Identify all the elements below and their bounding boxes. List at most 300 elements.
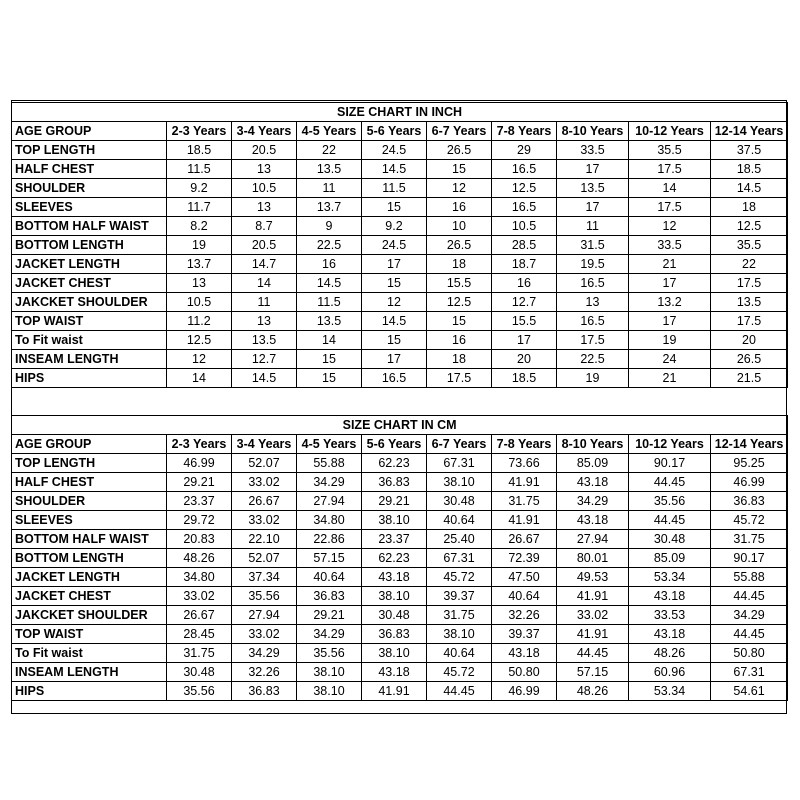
- row-label: JACKET LENGTH: [12, 568, 167, 587]
- inch-size-table: [11, 102, 788, 388]
- table-cell: 67.31: [427, 549, 492, 568]
- table-row: [12, 663, 788, 682]
- table-cell: 30.48: [629, 530, 711, 549]
- table-cell: 13.7: [167, 255, 232, 274]
- table-cell: 14.5: [711, 179, 788, 198]
- table-cell: 32.26: [492, 606, 557, 625]
- table-cell: 46.99: [492, 682, 557, 701]
- row-label: SHOULDER: [12, 492, 167, 511]
- table-cell: 38.10: [297, 663, 362, 682]
- table-cell: 13.5: [297, 312, 362, 331]
- table-cell: 10.5: [492, 217, 557, 236]
- table-cell: 34.29: [232, 644, 297, 663]
- table-cell: 18: [427, 255, 492, 274]
- table-cell: 41.91: [492, 511, 557, 530]
- table-cell: 67.31: [711, 663, 788, 682]
- table-cell: 15: [362, 198, 427, 217]
- column-header: 10-12 Years: [629, 435, 711, 454]
- table-cell: 11: [297, 179, 362, 198]
- table-cell: 26.5: [427, 141, 492, 160]
- table-cell: 15: [362, 274, 427, 293]
- row-label: To Fit waist: [12, 331, 167, 350]
- table-cell: 73.66: [492, 454, 557, 473]
- column-header: 7-8 Years: [492, 122, 557, 141]
- table-cell: 43.18: [629, 625, 711, 644]
- table-cell: 28.5: [492, 236, 557, 255]
- column-header: 8-10 Years: [557, 435, 629, 454]
- table-row: [12, 141, 788, 160]
- row-label: HALF CHEST: [12, 160, 167, 179]
- table-cell: 17: [362, 255, 427, 274]
- table-cell: 12: [362, 293, 427, 312]
- table-cell: 16.5: [557, 312, 629, 331]
- table-cell: 29: [492, 141, 557, 160]
- table-cell: 36.83: [362, 473, 427, 492]
- table-cell: 14.5: [232, 369, 297, 388]
- table-cell: 38.10: [362, 587, 427, 606]
- row-label: TOP LENGTH: [12, 454, 167, 473]
- table-cell: 16.5: [362, 369, 427, 388]
- table-row: [12, 492, 788, 511]
- table-row: [12, 236, 788, 255]
- table-cell: 15: [427, 312, 492, 331]
- table-row: [12, 549, 788, 568]
- table-cell: 35.5: [711, 236, 788, 255]
- table-cell: 53.34: [629, 568, 711, 587]
- table-cell: 14: [232, 274, 297, 293]
- table-row: [12, 293, 788, 312]
- table-cell: 11.5: [362, 179, 427, 198]
- table-cell: 26.67: [492, 530, 557, 549]
- table-cell: 14.5: [362, 312, 427, 331]
- table-cell: 20: [711, 331, 788, 350]
- table-cell: 36.83: [711, 492, 788, 511]
- row-label: JAKCKET SHOULDER: [12, 293, 167, 312]
- table-cell: 33.5: [629, 236, 711, 255]
- row-label: TOP WAIST: [12, 625, 167, 644]
- table-row: [12, 568, 788, 587]
- row-label: BOTTOM HALF WAIST: [12, 217, 167, 236]
- table-cell: 12.7: [232, 350, 297, 369]
- table-cell: 16: [427, 198, 492, 217]
- table-cell: 17.5: [711, 274, 788, 293]
- table-cell: 29.72: [167, 511, 232, 530]
- table-cell: 36.83: [232, 682, 297, 701]
- table-row: [12, 530, 788, 549]
- table-cell: 31.75: [492, 492, 557, 511]
- table-cell: 43.18: [557, 511, 629, 530]
- table-cell: 49.53: [557, 568, 629, 587]
- table-cell: 15.5: [492, 312, 557, 331]
- table-cell: 45.72: [427, 568, 492, 587]
- table-cell: 62.23: [362, 549, 427, 568]
- column-header: 8-10 Years: [557, 122, 629, 141]
- table-cell: 23.37: [362, 530, 427, 549]
- table-cell: 14: [297, 331, 362, 350]
- table-cell: 27.94: [297, 492, 362, 511]
- chart-title: SIZE CHART IN INCH: [12, 103, 788, 122]
- row-label: BOTTOM LENGTH: [12, 236, 167, 255]
- table-cell: 19: [629, 331, 711, 350]
- column-header: 6-7 Years: [427, 122, 492, 141]
- table-row: [12, 587, 788, 606]
- row-label: BOTTOM HALF WAIST: [12, 530, 167, 549]
- table-cell: 33.02: [167, 587, 232, 606]
- table-cell: 16: [297, 255, 362, 274]
- table-spacer: [11, 395, 787, 415]
- table-cell: 80.01: [557, 549, 629, 568]
- table-cell: 62.23: [362, 454, 427, 473]
- table-cell: 12.5: [167, 331, 232, 350]
- table-cell: 23.37: [167, 492, 232, 511]
- table-cell: 34.29: [557, 492, 629, 511]
- column-header: 3-4 Years: [232, 435, 297, 454]
- table-cell: 46.99: [711, 473, 788, 492]
- table-cell: 35.56: [297, 644, 362, 663]
- table-cell: 13: [557, 293, 629, 312]
- table-row: [12, 454, 788, 473]
- table-row: [12, 179, 788, 198]
- table-cell: 30.48: [167, 663, 232, 682]
- row-label: JACKET CHEST: [12, 587, 167, 606]
- column-header: 12-14 Years: [711, 435, 788, 454]
- table-cell: 10: [427, 217, 492, 236]
- table-cell: 22: [297, 141, 362, 160]
- table-row: [12, 625, 788, 644]
- table-cell: 26.67: [167, 606, 232, 625]
- table-cell: 12.5: [711, 217, 788, 236]
- table-cell: 15: [427, 160, 492, 179]
- table-cell: 33.53: [629, 606, 711, 625]
- table-cell: 16: [427, 331, 492, 350]
- table-cell: 13.5: [297, 160, 362, 179]
- table-cell: 19.5: [557, 255, 629, 274]
- table-cell: 46.99: [167, 454, 232, 473]
- row-label: HALF CHEST: [12, 473, 167, 492]
- table-cell: 38.10: [297, 682, 362, 701]
- age-group-label: AGE GROUP: [12, 122, 167, 141]
- table-cell: 44.45: [629, 473, 711, 492]
- table-cell: 21.5: [711, 369, 788, 388]
- table-cell: 48.26: [167, 549, 232, 568]
- table-cell: 33.02: [232, 625, 297, 644]
- table-cell: 39.37: [492, 625, 557, 644]
- column-header: 6-7 Years: [427, 435, 492, 454]
- table-cell: 50.80: [711, 644, 788, 663]
- table-cell: 35.56: [232, 587, 297, 606]
- table-cell: 8.2: [167, 217, 232, 236]
- table-cell: 9.2: [167, 179, 232, 198]
- table-cell: 27.94: [232, 606, 297, 625]
- table-cell: 31.75: [711, 530, 788, 549]
- table-cell: 13: [232, 312, 297, 331]
- table-row: [12, 511, 788, 530]
- table-cell: 14.5: [297, 274, 362, 293]
- row-label: SHOULDER: [12, 179, 167, 198]
- table-row: [12, 160, 788, 179]
- table-cell: 11: [557, 217, 629, 236]
- table-row: [12, 350, 788, 369]
- table-cell: 31.5: [557, 236, 629, 255]
- column-header: 2-3 Years: [167, 435, 232, 454]
- table-cell: 12: [629, 217, 711, 236]
- table-cell: 34.29: [297, 625, 362, 644]
- table-cell: 31.75: [427, 606, 492, 625]
- table-cell: 19: [557, 369, 629, 388]
- chart-title-row: [12, 103, 788, 122]
- table-cell: 13.5: [232, 331, 297, 350]
- table-cell: 48.26: [629, 644, 711, 663]
- table-cell: 57.15: [557, 663, 629, 682]
- table-cell: 18.5: [167, 141, 232, 160]
- column-header: 5-6 Years: [362, 435, 427, 454]
- table-cell: 44.45: [629, 511, 711, 530]
- table-cell: 29.21: [297, 606, 362, 625]
- table-cell: 37.34: [232, 568, 297, 587]
- table-cell: 22.5: [557, 350, 629, 369]
- table-cell: 14.7: [232, 255, 297, 274]
- column-header: 4-5 Years: [297, 435, 362, 454]
- table-cell: 17.5: [629, 160, 711, 179]
- table-cell: 33.02: [557, 606, 629, 625]
- table-row: [12, 255, 788, 274]
- table-cell: 48.26: [557, 682, 629, 701]
- table-cell: 12: [167, 350, 232, 369]
- column-header: 4-5 Years: [297, 122, 362, 141]
- column-header: 10-12 Years: [629, 122, 711, 141]
- row-label: HIPS: [12, 682, 167, 701]
- table-cell: 30.48: [362, 606, 427, 625]
- table-cell: 17.5: [711, 312, 788, 331]
- column-header: 2-3 Years: [167, 122, 232, 141]
- table-cell: 26.5: [711, 350, 788, 369]
- table-cell: 16: [492, 274, 557, 293]
- table-cell: 52.07: [232, 549, 297, 568]
- table-row: [12, 198, 788, 217]
- table-cell: 11.5: [297, 293, 362, 312]
- table-cell: 35.5: [629, 141, 711, 160]
- column-header: 7-8 Years: [492, 435, 557, 454]
- table-cell: 47.50: [492, 568, 557, 587]
- table-row: [12, 644, 788, 663]
- table-cell: 22.86: [297, 530, 362, 549]
- table-cell: 30.48: [427, 492, 492, 511]
- table-cell: 36.83: [297, 587, 362, 606]
- table-cell: 85.09: [629, 549, 711, 568]
- table-cell: 40.64: [427, 511, 492, 530]
- table-cell: 10.5: [232, 179, 297, 198]
- table-cell: 32.26: [232, 663, 297, 682]
- table-cell: 18: [711, 198, 788, 217]
- table-cell: 24: [629, 350, 711, 369]
- table-cell: 17: [629, 312, 711, 331]
- table-cell: 35.56: [167, 682, 232, 701]
- table-cell: 37.5: [711, 141, 788, 160]
- table-cell: 90.17: [629, 454, 711, 473]
- table-cell: 29.21: [167, 473, 232, 492]
- table-cell: 15: [297, 369, 362, 388]
- table-cell: 18.7: [492, 255, 557, 274]
- table-cell: 38.10: [362, 511, 427, 530]
- table-cell: 44.45: [711, 587, 788, 606]
- table-cell: 40.64: [297, 568, 362, 587]
- column-header: 5-6 Years: [362, 122, 427, 141]
- table-cell: 20.5: [232, 236, 297, 255]
- table-cell: 17: [557, 160, 629, 179]
- column-header: 3-4 Years: [232, 122, 297, 141]
- table-cell: 11: [232, 293, 297, 312]
- table-cell: 18: [427, 350, 492, 369]
- table-cell: 17: [362, 350, 427, 369]
- table-cell: 67.31: [427, 454, 492, 473]
- table-cell: 33.02: [232, 511, 297, 530]
- table-cell: 55.88: [711, 568, 788, 587]
- table-cell: 15: [297, 350, 362, 369]
- table-cell: 9.2: [362, 217, 427, 236]
- table-cell: 12.5: [427, 293, 492, 312]
- table-cell: 50.80: [492, 663, 557, 682]
- table-cell: 34.80: [297, 511, 362, 530]
- table-cell: 16.5: [492, 160, 557, 179]
- table-cell: 34.29: [711, 606, 788, 625]
- table-cell: 17: [492, 331, 557, 350]
- table-cell: 9: [297, 217, 362, 236]
- table-cell: 22.10: [232, 530, 297, 549]
- table-cell: 12.5: [492, 179, 557, 198]
- table-cell: 54.61: [711, 682, 788, 701]
- table-cell: 13.2: [629, 293, 711, 312]
- table-cell: 18.5: [492, 369, 557, 388]
- table-cell: 43.18: [629, 587, 711, 606]
- chart-title: SIZE CHART IN CM: [12, 416, 788, 435]
- table-cell: 52.07: [232, 454, 297, 473]
- table-row: [12, 606, 788, 625]
- table-cell: 20.83: [167, 530, 232, 549]
- row-label: JAKCKET SHOULDER: [12, 606, 167, 625]
- table-cell: 29.21: [362, 492, 427, 511]
- table-cell: 17: [557, 198, 629, 217]
- table-cell: 8.7: [232, 217, 297, 236]
- table-cell: 38.10: [427, 473, 492, 492]
- table-cell: 12: [427, 179, 492, 198]
- table-cell: 36.83: [362, 625, 427, 644]
- table-cell: 16.5: [557, 274, 629, 293]
- row-label: SLEEVES: [12, 511, 167, 530]
- table-cell: 41.91: [557, 625, 629, 644]
- table-row: [12, 217, 788, 236]
- row-label: JACKET CHEST: [12, 274, 167, 293]
- table-cell: 20.5: [232, 141, 297, 160]
- table-row: [12, 682, 788, 701]
- table-cell: 26.67: [232, 492, 297, 511]
- table-cell: 34.29: [297, 473, 362, 492]
- table-cell: 14: [629, 179, 711, 198]
- table-cell: 16.5: [492, 198, 557, 217]
- row-label: BOTTOM LENGTH: [12, 549, 167, 568]
- table-cell: 34.80: [167, 568, 232, 587]
- table-cell: 53.34: [629, 682, 711, 701]
- table-cell: 60.96: [629, 663, 711, 682]
- table-cell: 31.75: [167, 644, 232, 663]
- cm-size-table: [11, 415, 788, 701]
- table-cell: 41.91: [362, 682, 427, 701]
- table-cell: 43.18: [362, 568, 427, 587]
- row-label: TOP WAIST: [12, 312, 167, 331]
- table-cell: 28.45: [167, 625, 232, 644]
- table-cell: 44.45: [427, 682, 492, 701]
- table-cell: 72.39: [492, 549, 557, 568]
- table-cell: 45.72: [427, 663, 492, 682]
- table-cell: 11.2: [167, 312, 232, 331]
- table-cell: 41.91: [557, 587, 629, 606]
- table-cell: 20: [492, 350, 557, 369]
- table-cell: 40.64: [427, 644, 492, 663]
- table-cell: 10.5: [167, 293, 232, 312]
- table-cell: 57.15: [297, 549, 362, 568]
- table-cell: 14: [167, 369, 232, 388]
- row-label: TOP LENGTH: [12, 141, 167, 160]
- table-cell: 15.5: [427, 274, 492, 293]
- table-cell: 43.18: [557, 473, 629, 492]
- table-cell: 35.56: [629, 492, 711, 511]
- row-label: INSEAM LENGTH: [12, 663, 167, 682]
- table-cell: 27.94: [557, 530, 629, 549]
- row-label: To Fit waist: [12, 644, 167, 663]
- table-cell: 13: [232, 160, 297, 179]
- table-cell: 17.5: [427, 369, 492, 388]
- table-cell: 33.02: [232, 473, 297, 492]
- table-cell: 90.17: [711, 549, 788, 568]
- table-row: [12, 331, 788, 350]
- table-cell: 39.37: [427, 587, 492, 606]
- table-cell: 44.45: [557, 644, 629, 663]
- chart-title-row: [12, 416, 788, 435]
- table-cell: 24.5: [362, 236, 427, 255]
- table-cell: 11.7: [167, 198, 232, 217]
- column-header: 12-14 Years: [711, 122, 788, 141]
- age-group-label: AGE GROUP: [12, 435, 167, 454]
- table-cell: 11.5: [167, 160, 232, 179]
- table-cell: 19: [167, 236, 232, 255]
- table-cell: 13: [167, 274, 232, 293]
- table-row: [12, 369, 788, 388]
- table-cell: 17.5: [557, 331, 629, 350]
- table-cell: 13: [232, 198, 297, 217]
- table-cell: 25.40: [427, 530, 492, 549]
- table-cell: 13.5: [711, 293, 788, 312]
- table-cell: 55.88: [297, 454, 362, 473]
- header-row: [12, 122, 788, 141]
- table-cell: 22.5: [297, 236, 362, 255]
- table-cell: 13.5: [557, 179, 629, 198]
- table-cell: 85.09: [557, 454, 629, 473]
- table-row: [12, 312, 788, 331]
- table-cell: 18.5: [711, 160, 788, 179]
- table-cell: 13.7: [297, 198, 362, 217]
- table-cell: 43.18: [362, 663, 427, 682]
- table-row: [12, 274, 788, 293]
- row-label: INSEAM LENGTH: [12, 350, 167, 369]
- table-cell: 15: [362, 331, 427, 350]
- table-row: [12, 473, 788, 492]
- table-cell: 43.18: [492, 644, 557, 663]
- table-cell: 40.64: [492, 587, 557, 606]
- table-cell: 14.5: [362, 160, 427, 179]
- table-cell: 17.5: [629, 198, 711, 217]
- table-cell: 95.25: [711, 454, 788, 473]
- table-cell: 41.91: [492, 473, 557, 492]
- table-cell: 38.10: [427, 625, 492, 644]
